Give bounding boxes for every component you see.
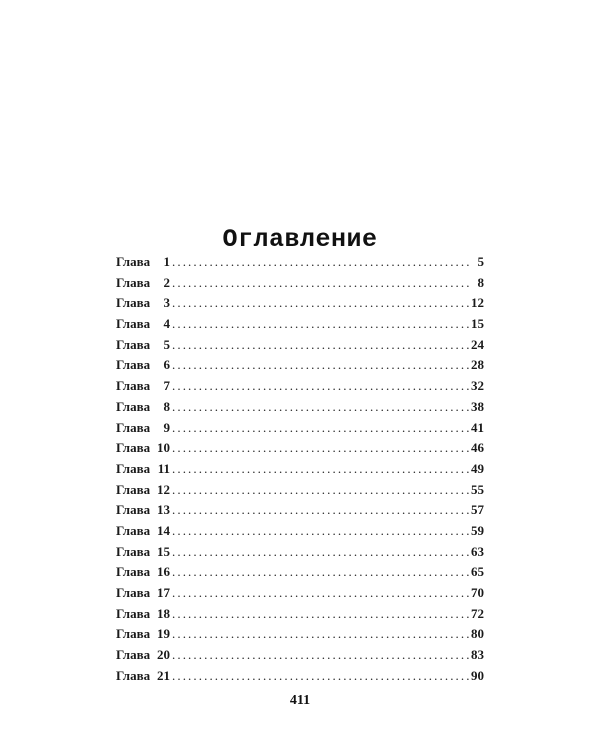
toc-chapter-number: 2 <box>163 274 170 290</box>
toc-dot-leader <box>170 316 470 332</box>
toc-chapter-word: Глава <box>116 254 151 269</box>
toc-chapter-number: 15 <box>157 543 170 559</box>
toc-chapter-number: 16 <box>157 564 170 580</box>
toc-chapter-number: 17 <box>157 585 170 600</box>
page-title: Оглавление <box>222 224 378 254</box>
page-number: 411 <box>289 693 311 708</box>
toc-page-number: 90 <box>471 667 484 683</box>
toc-chapter-word: Глава <box>116 502 151 518</box>
toc-chapter-word: Глава <box>116 357 151 373</box>
toc-chapter-number: 9 <box>163 419 170 435</box>
toc-chapter-number: 8 <box>163 398 170 414</box>
toc-entry-label <box>116 316 170 332</box>
toc-chapter-word: Глава <box>116 398 151 414</box>
toc-chapter-word: Глава <box>116 295 151 311</box>
toc-dot-leader <box>170 626 470 642</box>
toc-page-number: 83 <box>471 647 484 663</box>
toc-chapter-number: 18 <box>157 605 170 621</box>
toc-page-number: 80 <box>471 626 484 642</box>
toc-chapter-word: Глава <box>116 667 151 683</box>
toc-chapter-word: Глава <box>116 522 151 538</box>
toc-chapter-word: Глава <box>116 316 151 332</box>
toc-chapter-word: Глава <box>116 440 151 456</box>
toc-entry <box>116 316 484 337</box>
toc-entry-label <box>116 357 170 373</box>
toc-dot-leader <box>170 254 471 270</box>
toc-page-number: 70 <box>471 585 484 600</box>
toc-dot-leader <box>170 482 470 498</box>
toc-chapter-number: 12 <box>157 481 170 497</box>
toc-chapter-number: 13 <box>157 502 170 518</box>
toc-chapter-number: 5 <box>163 336 170 352</box>
toc-dot-leader <box>170 399 470 415</box>
toc-dot-leader <box>170 647 470 663</box>
toc-entry <box>116 254 484 275</box>
toc-entry <box>116 275 484 296</box>
toc-dot-leader <box>170 668 470 684</box>
toc-entry <box>116 482 484 503</box>
toc-entry-label <box>116 461 170 477</box>
toc-entry-label <box>116 378 170 394</box>
toc-page-number: 32 <box>471 378 484 394</box>
toc-chapter-word: Глава <box>116 564 151 580</box>
toc-entry <box>116 357 484 378</box>
toc-chapter-number: 3 <box>163 295 170 311</box>
toc-dot-leader <box>170 275 471 291</box>
toc-entry-label <box>116 482 170 498</box>
toc-dot-leader <box>170 337 470 353</box>
toc-chapter-number: 11 <box>157 460 170 476</box>
toc-entry-label <box>116 440 170 456</box>
toc-dot-leader <box>170 295 470 311</box>
toc-entry-label <box>116 275 170 291</box>
toc-entry-label <box>116 564 170 580</box>
toc-page-number: 49 <box>471 460 484 476</box>
toc-entry <box>116 420 484 441</box>
toc-chapter-word: Глава <box>116 336 151 352</box>
toc-entry <box>116 523 484 544</box>
toc-entry-label <box>116 606 170 622</box>
table-of-contents <box>116 254 484 688</box>
toc-dot-leader <box>170 502 470 518</box>
toc-page-number: 8 <box>477 274 484 290</box>
toc-dot-leader <box>170 606 470 622</box>
toc-entry-label <box>116 647 170 663</box>
toc-chapter-word: Глава <box>116 274 151 290</box>
toc-page-number: 41 <box>471 419 484 435</box>
toc-dot-leader <box>170 585 470 601</box>
toc-entry <box>116 606 484 627</box>
toc-chapter-word: Глава <box>116 460 151 476</box>
toc-chapter-word: Глава <box>116 605 151 621</box>
toc-entry <box>116 440 484 461</box>
toc-entry <box>116 378 484 399</box>
toc-chapter-number: 6 <box>163 357 170 373</box>
toc-entry-label <box>116 523 170 539</box>
toc-entry-label <box>116 254 170 270</box>
toc-dot-leader <box>170 544 470 560</box>
toc-entry-label <box>116 668 170 684</box>
toc-dot-leader <box>170 440 470 456</box>
toc-page-number: 65 <box>471 564 484 580</box>
toc-page-number: 12 <box>471 295 484 311</box>
toc-entry-label <box>116 399 170 415</box>
toc-entry-label <box>116 502 170 518</box>
toc-chapter-number: 10 <box>157 440 170 456</box>
toc-page-number: 59 <box>471 522 484 538</box>
toc-chapter-number: 19 <box>157 626 170 642</box>
toc-entry <box>116 585 484 606</box>
toc-chapter-number: 7 <box>163 378 170 394</box>
toc-entry <box>116 544 484 565</box>
toc-page-number: 55 <box>471 481 484 497</box>
toc-entry <box>116 626 484 647</box>
toc-dot-leader <box>170 378 470 394</box>
toc-dot-leader <box>170 420 470 436</box>
toc-entry-label <box>116 295 170 311</box>
toc-page-number: 24 <box>471 336 484 352</box>
toc-page-number: 72 <box>471 605 484 621</box>
toc-chapter-word: Глава <box>116 626 151 642</box>
toc-chapter-word: Глава <box>116 585 151 600</box>
toc-entry-label <box>116 585 170 601</box>
toc-entry-label <box>116 626 170 642</box>
toc-chapter-number: 21 <box>157 667 170 683</box>
toc-dot-leader <box>170 357 470 373</box>
toc-entry <box>116 647 484 668</box>
toc-entry <box>116 668 484 689</box>
toc-entry <box>116 564 484 585</box>
toc-chapter-word: Глава <box>116 543 151 559</box>
toc-entry <box>116 461 484 482</box>
toc-page-number: 57 <box>471 502 484 518</box>
toc-page-number: 5 <box>477 254 484 269</box>
toc-entry-label <box>116 420 170 436</box>
toc-entry <box>116 399 484 420</box>
toc-page-number: 15 <box>471 316 484 332</box>
toc-page-number: 28 <box>471 357 484 373</box>
toc-entry <box>116 502 484 523</box>
toc-dot-leader <box>170 523 470 539</box>
toc-chapter-word: Глава <box>116 647 151 663</box>
toc-chapter-number: 4 <box>163 316 170 332</box>
toc-chapter-word: Глава <box>116 419 151 435</box>
toc-page-number: 46 <box>471 440 484 456</box>
toc-dot-leader <box>170 564 470 580</box>
toc-chapter-number: 1 <box>163 254 170 269</box>
toc-dot-leader <box>170 461 470 477</box>
toc-page-number: 38 <box>471 398 484 414</box>
toc-page-number: 63 <box>471 543 484 559</box>
toc-chapter-word: Глава <box>116 378 151 394</box>
toc-chapter-number: 20 <box>157 647 170 663</box>
toc-entry <box>116 295 484 316</box>
toc-entry <box>116 337 484 358</box>
toc-chapter-number: 14 <box>157 522 170 538</box>
toc-entry-label <box>116 544 170 560</box>
toc-entry-label <box>116 337 170 353</box>
toc-chapter-word: Глава <box>116 481 151 497</box>
